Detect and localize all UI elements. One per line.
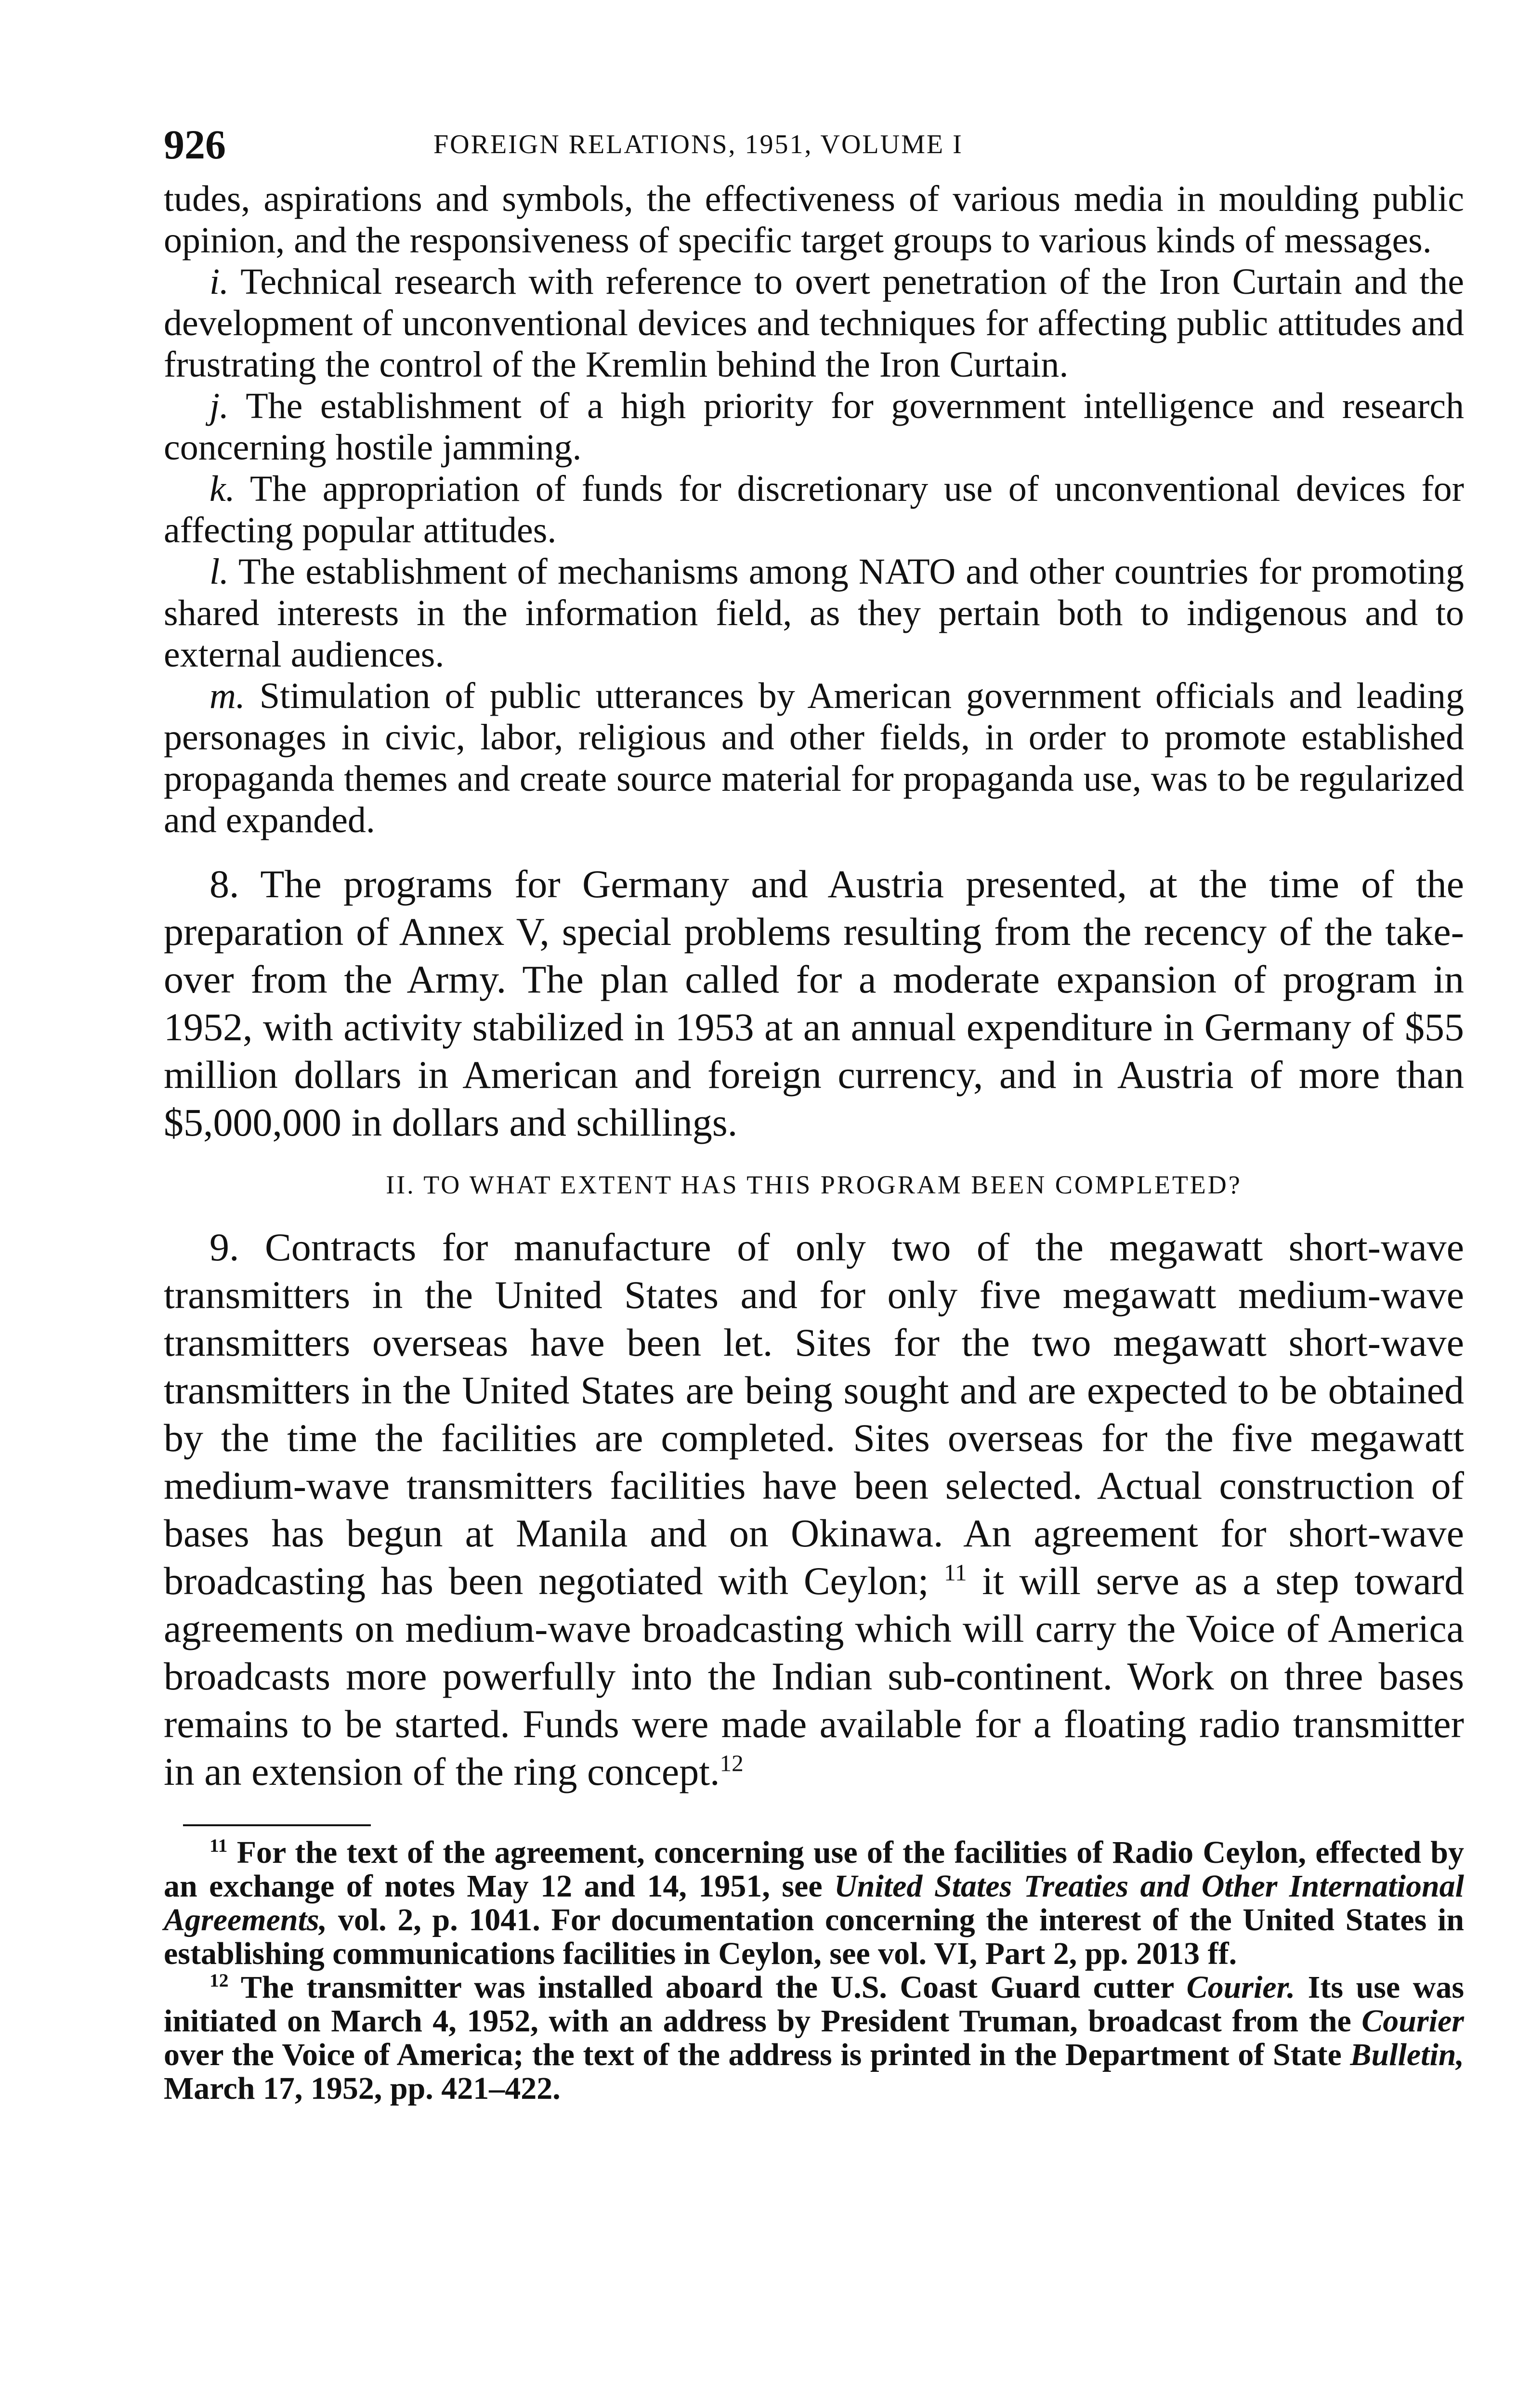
footnote-11 (164, 1836, 1464, 1971)
list-item-letter: k. (209, 469, 235, 509)
list-item-letter: i. (209, 262, 229, 302)
list-item-text: The establishment of a high priority for government intelligence and research concerning hostile jamming. (164, 386, 1464, 468)
footnote-text: For the text of the agreement, concerning use of the facilities of Radio Ceylon, effected by an exchange of notes May 12 and 14, 1951, see (164, 1835, 1465, 1904)
footnote-citation-title: Bulletin, (1350, 2037, 1464, 2072)
list-item-text: Technical research with reference to overt penetration of the Iron Curtain and the development of unconventional devices and techniques for affecting public attitudes and frustrating the control of the Kremlin behind the Iron Curtain. (164, 262, 1464, 385)
footnote-ref-11[interactable]: 11 (944, 1559, 967, 1586)
page-header (164, 120, 1464, 178)
footnote-ref-12[interactable]: 12 (720, 1750, 744, 1777)
section-heading: II. TO WHAT EXTENT HAS THIS PROGRAM BEEN COMPLETED? (386, 1170, 1242, 1199)
footnote-citation-title: United States Treaties and Other International Agreements, (164, 1869, 1465, 1937)
footnote-ship-name: Courier (1361, 2003, 1464, 2039)
footnote-text: March 17, 1952, pp. 421–422. (164, 2071, 561, 2106)
list-item-letter: j. (209, 386, 229, 426)
list-item-text: The establishment of mechanisms among NATO and other countries for promoting shared interests in the information field, as they pertain both to indigenous and to external audiences. (164, 551, 1464, 675)
paragraph-8: 8. The programs for Germany and Austria presented, at the time of the preparation of Annex V, special problems resulting from the recency of the take-over from the Army. The plan called for a moderate expansion of program in 1952, with activity stabilized in 1953 at an annual expenditure in Germany of $55 million dollars in American and foreign currency, and in Austria of more than $5,000,000 in dollars and schillings. (164, 862, 1464, 1144)
continuation-paragraph: tudes, aspirations and symbols, the effectiveness of various media in moulding public opinion, and the responsiveness of specific target groups to various kinds of messages. (164, 179, 1464, 261)
footnote-text: over the Voice of America; the text of the address is printed in the Department of State (164, 2037, 1342, 2072)
list-continuation (164, 178, 1464, 841)
footnotes (164, 1836, 1464, 2106)
footnote-ship-name: Courier. (1186, 1970, 1296, 2005)
footnote-text: The transmitter was installed aboard the U.S. Coast Guard cutter (240, 1970, 1174, 2005)
list-item-letter: l. (209, 551, 229, 592)
paragraph-9-part2: it will serve as a step toward agreements on medium-wave broadcasting which will carry the Voice of America broadcasts more powerfully into the Indian sub-continent. Work on three bases remains to be started. Funds were made available for a floating radio transmitter in an extension of the ring concept. (164, 1559, 1464, 1793)
document-page (164, 120, 1464, 2106)
list-item-k (164, 468, 1464, 551)
footnote-text: vol. 2, p. 1041. For documentation concerning the interest of the United States in establishing communications facilities in Ceylon, see vol. VI, Part 2, pp. 2013 ff. (164, 1902, 1464, 1971)
list-item-l (164, 551, 1464, 675)
footnote-marker: 12 (209, 1970, 229, 1991)
list-item-i (164, 261, 1464, 385)
running-head: FOREIGN RELATIONS, 1951, VOLUME I (433, 130, 963, 159)
page-number: 926 (164, 121, 226, 168)
list-item-text: The appropriation of funds for discretionary use of unconventional devices for affecting popular attitudes. (164, 469, 1464, 550)
list-item-m (164, 675, 1464, 841)
list-item-letter: m. (209, 676, 245, 716)
paragraph-9-part1: 9. Contracts for manufacture of only two of the megawatt short-wave transmitters in the United States and for only five megawatt medium-wave transmitters overseas have been let. Sites for the two megawatt short-wave transmitters in the United States are being sought and are expected to be obtained by the time the facilities are completed. Sites overseas for the five megawatt medium-wave transmitters facilities have been selected. Actual construction of bases has begun at Manila and on Okinawa. An agreement for short-wave broadcasting has been negotiated with Ceylon; (164, 1225, 1464, 1603)
footnote-marker: 11 (209, 1835, 228, 1856)
footnote-divider (183, 1824, 371, 1826)
list-item-text: Stimulation of public utterances by American government officials and leading personages in civic, labor, religious and other fields, in order to promote established propaganda themes and create source material for propaganda use, was to be regularized and expanded. (164, 676, 1465, 840)
list-item-j (164, 385, 1464, 468)
footnote-text: Its use was initiated on March 4, 1952, with an address by President Truman, broadcast from the (164, 1970, 1465, 2039)
paragraph-9 (164, 1223, 1464, 1795)
footnote-12 (164, 1971, 1464, 2106)
